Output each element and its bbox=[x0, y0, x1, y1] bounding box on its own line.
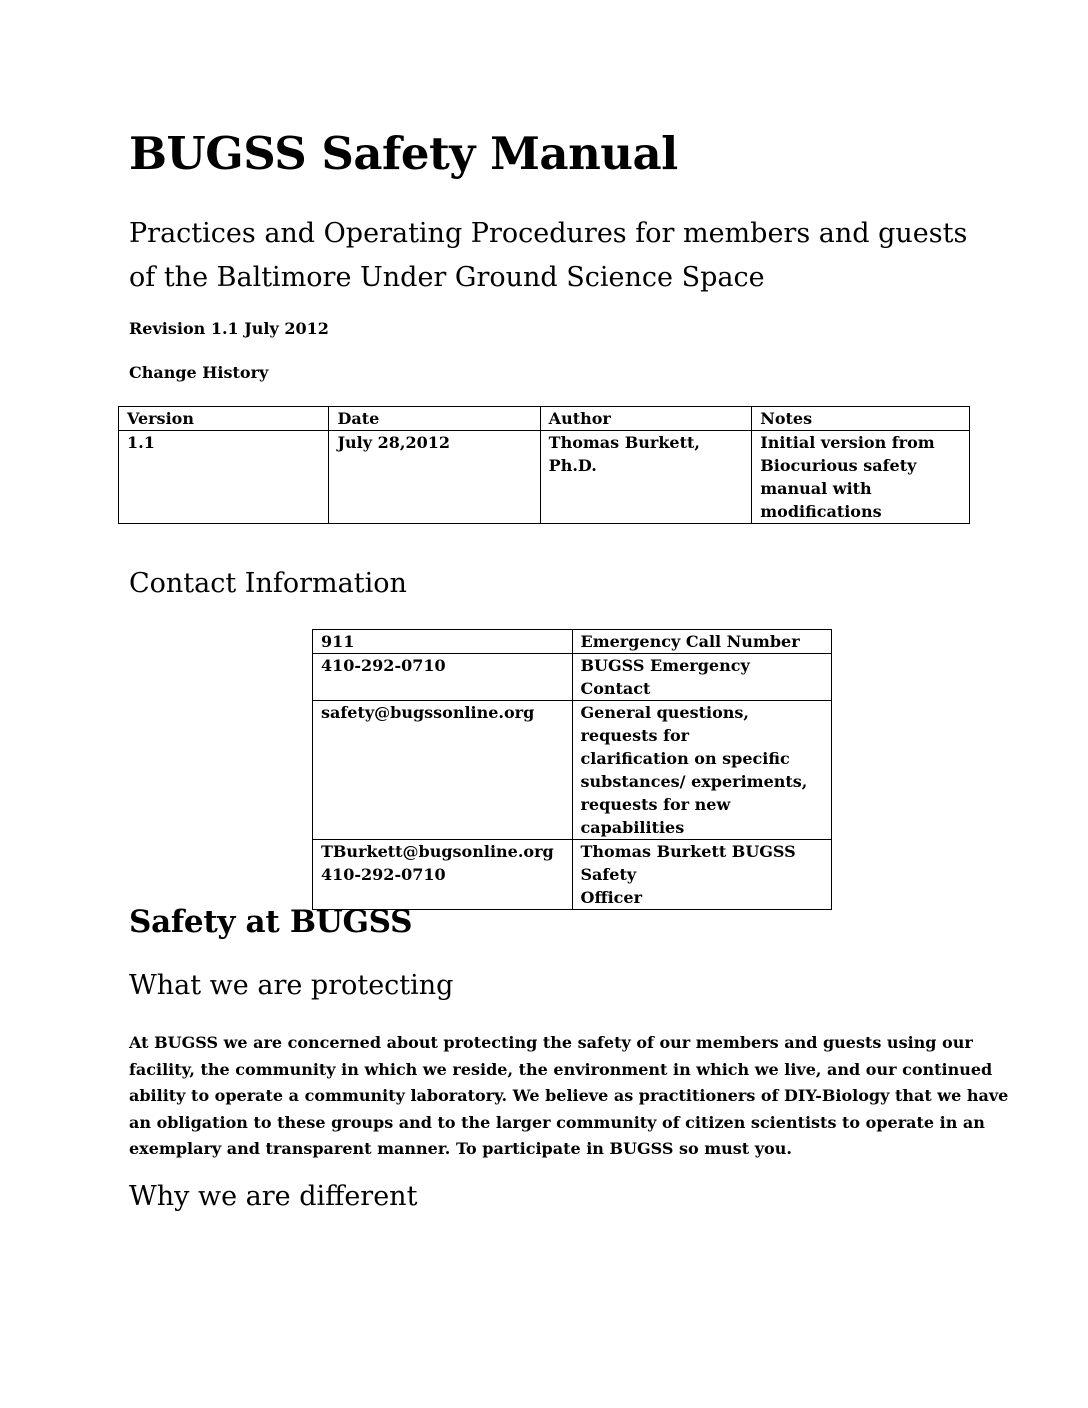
table-row bbox=[313, 701, 832, 840]
header-author: Author bbox=[540, 407, 752, 431]
contact-value: 410-292-0710 bbox=[313, 654, 573, 701]
safety-section-heading: Safety at BUGSS bbox=[129, 904, 413, 940]
subtitle-line: Practices and Operating Procedures for members and guests bbox=[129, 218, 968, 249]
revision-label: Revision 1.1 July 2012 bbox=[129, 319, 329, 338]
contact-table bbox=[312, 629, 832, 910]
what-we-protect-paragraph bbox=[129, 1030, 1009, 1163]
header-version: Version bbox=[119, 407, 329, 431]
why-different-heading: Why we are different bbox=[129, 1181, 418, 1212]
cell-version: 1.1 bbox=[119, 431, 329, 524]
document-title: BUGSS Safety Manual bbox=[129, 127, 678, 180]
header-notes: Notes bbox=[752, 407, 970, 431]
table-row bbox=[313, 630, 832, 654]
table-row bbox=[313, 654, 832, 701]
paragraph-line: an obligation to these groups and to the larger community of citizen scientists to operate in an bbox=[129, 1112, 985, 1132]
cell-author: Thomas Burkett, Ph.D. bbox=[540, 431, 752, 524]
paragraph-line: ability to operate a community laboratory. We believe as practitioners of DIY-Biology that we have bbox=[129, 1086, 1009, 1105]
contact-description: BUGSS Emergency Contact bbox=[572, 654, 832, 701]
paragraph-line: facility, the community in which we reside, the environment in which we live, and our continued bbox=[129, 1059, 993, 1079]
header-date: Date bbox=[329, 407, 540, 431]
contact-description: General questions, requests for clarification on specific substances/ experiments, requests for new capabilities bbox=[572, 701, 832, 840]
table-header-row bbox=[119, 407, 970, 431]
table-row bbox=[313, 840, 832, 910]
contact-value: safety@bugssonline.org bbox=[313, 701, 573, 840]
contact-value: TBurkett@bugsonline.org 410-292-0710 bbox=[313, 840, 573, 910]
cell-notes: Initial version from Biocurious safety manual with modifications bbox=[752, 431, 970, 524]
table-row bbox=[119, 431, 970, 524]
contact-information-heading: Contact Information bbox=[129, 568, 407, 599]
contact-description: Thomas Burkett BUGSS Safety Officer bbox=[572, 840, 832, 910]
contact-value: 911 bbox=[313, 630, 573, 654]
document-subtitle bbox=[129, 212, 1029, 300]
change-history-label: Change History bbox=[129, 363, 269, 382]
paragraph-line: At BUGSS we are concerned about protecting the safety of our members and guests using our bbox=[129, 1033, 973, 1052]
cell-date: July 28,2012 bbox=[329, 431, 540, 524]
what-we-protect-heading: What we are protecting bbox=[129, 970, 454, 1001]
paragraph-line: exemplary and transparent manner. To participate in BUGSS so must you. bbox=[129, 1139, 792, 1158]
contact-description: Emergency Call Number bbox=[572, 630, 832, 654]
subtitle-line: of the Baltimore Under Ground Science Space bbox=[129, 262, 765, 293]
change-history-table bbox=[118, 406, 970, 524]
